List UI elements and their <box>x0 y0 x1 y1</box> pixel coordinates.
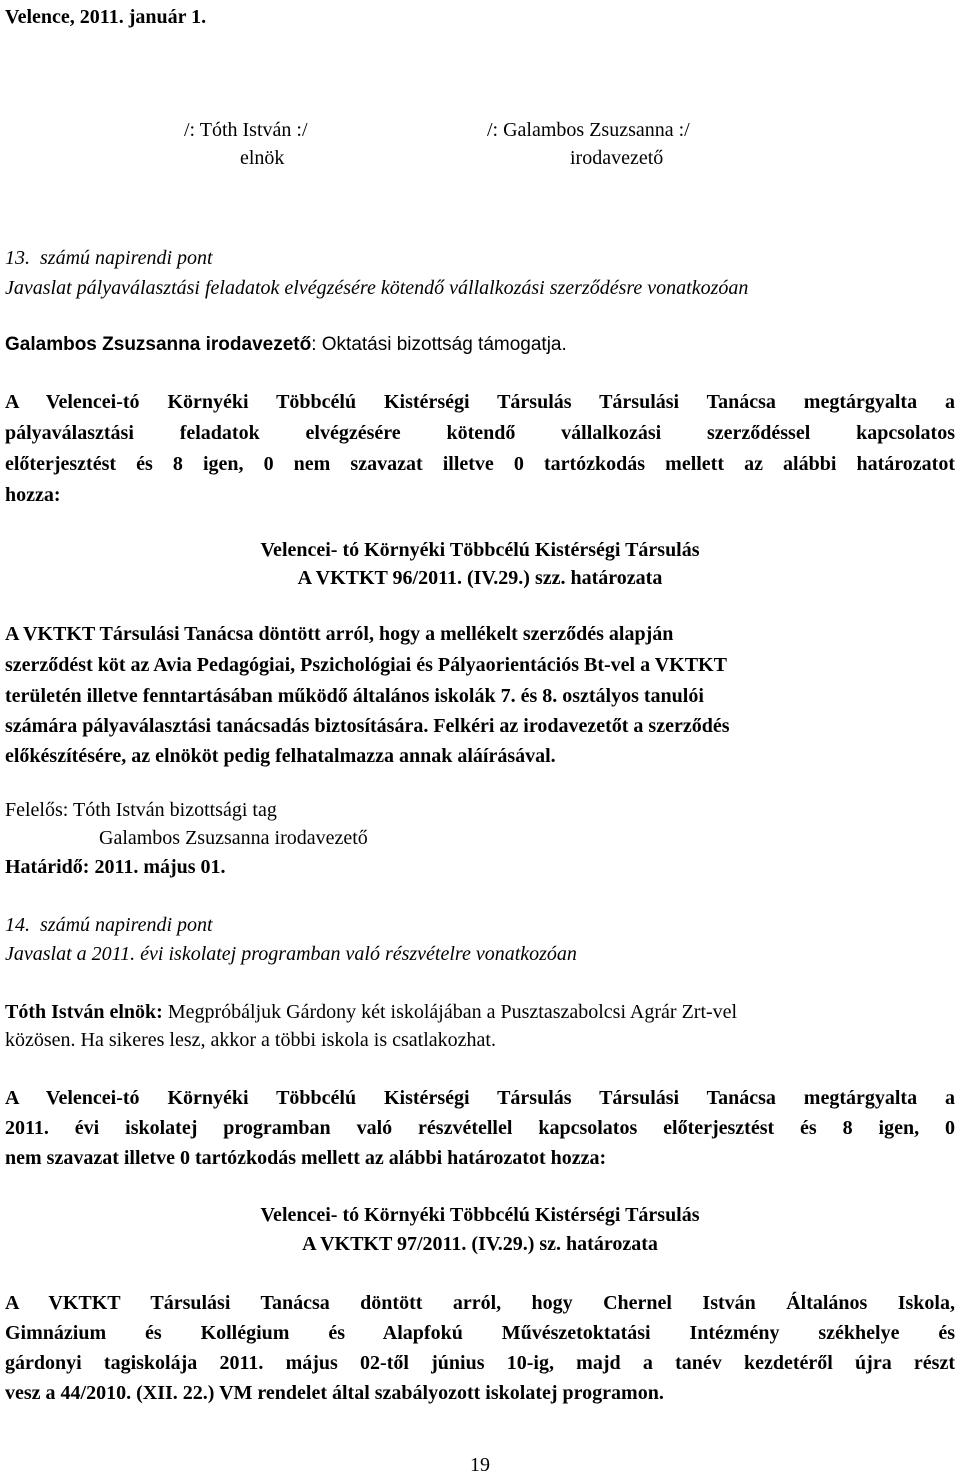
item14-speaker-line <box>5 1002 737 1022</box>
item13-body-line: előkészítésére, az elnököt pedig felhatalmazza annak aláírásával. <box>5 745 556 767</box>
item14-body-line: vesz a 44/2010. (XII. 22.) VM rendelet által szabályozott iskolatej programon. <box>5 1382 664 1404</box>
page-number: 19 <box>470 1454 490 1476</box>
signature-right-role: irodavezető <box>570 147 664 169</box>
deadline-label: Határidő: <box>5 856 90 878</box>
item13-number: 13. <box>5 247 30 269</box>
responsible-label: Felelős: <box>5 799 69 821</box>
item13-heading <box>5 248 213 268</box>
item13-speaker-line <box>5 335 567 354</box>
item14-number: 14. <box>5 914 30 936</box>
item14-heading <box>5 915 213 935</box>
item14-title: Javaslat a 2011. évi iskolatej programban való részvételre vonatkozóan <box>5 943 577 965</box>
item14-speech-2: közösen. Ha sikeres lesz, akkor a többi iskola is csatlakozhat. <box>5 1029 496 1051</box>
item14-resolution-number: A VKTKT 97/2011. (IV.29.) sz. határozata <box>302 1233 658 1255</box>
item13-intro-line: pályaválasztási feladatok elvégzésére kötendő vállalkozási szerződéssel kapcsolatos <box>5 422 955 444</box>
item13-body-line: számára pályaválasztási tanácsadás biztosítására. Felkéri az irodavezetőt a szerződés <box>5 715 730 737</box>
item14-intro-line: nem szavazat illetve 0 tartózkodás mellett az alábbi határozatot hozza: <box>5 1147 607 1169</box>
signature-left-name: /: Tóth István :/ <box>184 119 308 141</box>
item13-intro-line: A Velencei-tó Környéki Többcélú Kistérségi Társulás Társulási Tanácsa megtárgyalta a <box>5 391 955 413</box>
item13-intro-line: előterjesztést és 8 igen, 0 nem szavazat illetve 0 tartózkodás mellett az alábbi határozatot <box>5 453 955 475</box>
responsible-2: Galambos Zsuzsanna irodavezető <box>99 827 368 849</box>
item13-body-line: A VKTKT Társulási Tanácsa döntött arról, hogy a mellékelt szerződés alapján <box>5 623 674 645</box>
item14-intro-line: 2011. évi iskolatej programban való részvétellel kapcsolatos előterjesztést és 8 igen, 0 <box>5 1117 955 1139</box>
signature-left-role: elnök <box>240 147 285 169</box>
item13-resolution-number <box>0 568 960 588</box>
item13-responsible <box>5 800 277 820</box>
item13-resolution-org: Velencei- tó Környéki Többcélú Kistérségi Társulás <box>260 539 700 561</box>
deadline-value: 2011. május 01. <box>94 856 226 878</box>
item14-speech-1: Megpróbáljuk Gárdony két iskolájában a Pusztaszabolcsi Agrár Zrt-vel <box>167 1001 738 1023</box>
item13-body-line: területén illetve fenntartásában működő általános iskolák 7. és 8. osztályos tanulói <box>5 685 704 707</box>
item13-speaker: Galambos Zsuzsanna irodavezető <box>5 334 312 355</box>
item13-intro-line: hozza: <box>5 484 61 506</box>
item13-resolution-number-text: A VKTKT 96/2011. (IV.29.) szz. határozata <box>297 567 663 589</box>
item14-speaker: Tóth István elnök: <box>5 1001 163 1023</box>
item14-body-line: Gimnázium és Kollégium és Alapfokú Művészetoktatási Intézmény székhelye és <box>5 1322 955 1344</box>
item14-body-line: gárdonyi tagiskolája 2011. május 02-től június 10-ig, majd a tanév kezdetéről újra részt <box>5 1352 955 1374</box>
item13-label: számú napirendi pont <box>40 247 213 269</box>
item14-body-line: A VKTKT Társulási Tanácsa döntött arról, hogy Chernel István Általános Iskola, <box>5 1292 955 1314</box>
item13-body-line: szerződést köt az Avia Pedagógiai, Pszichológiai és Pályaorientációs Bt-vel a VKTKT <box>5 654 727 676</box>
responsible-1: Tóth István bizottsági tag <box>72 799 277 821</box>
item14-label: számú napirendi pont <box>40 914 213 936</box>
item13-speech: : Oktatási bizottság támogatja. <box>311 334 567 355</box>
item14-intro-line: A Velencei-tó Környéki Többcélú Kistérségi Társulás Társulási Tanácsa megtárgyalta a <box>5 1087 955 1109</box>
item13-title: Javaslat pályaválasztási feladatok elvégzésére kötendő vállalkozási szerződésre vonatkozóan <box>5 277 749 299</box>
item13-deadline <box>5 857 226 877</box>
item14-resolution-org: Velencei- tó Környéki Többcélú Kistérségi Társulás <box>260 1204 700 1226</box>
place-date: Velence, 2011. január 1. <box>5 6 207 28</box>
signature-right-name: /: Galambos Zsuzsanna :/ <box>487 119 690 141</box>
